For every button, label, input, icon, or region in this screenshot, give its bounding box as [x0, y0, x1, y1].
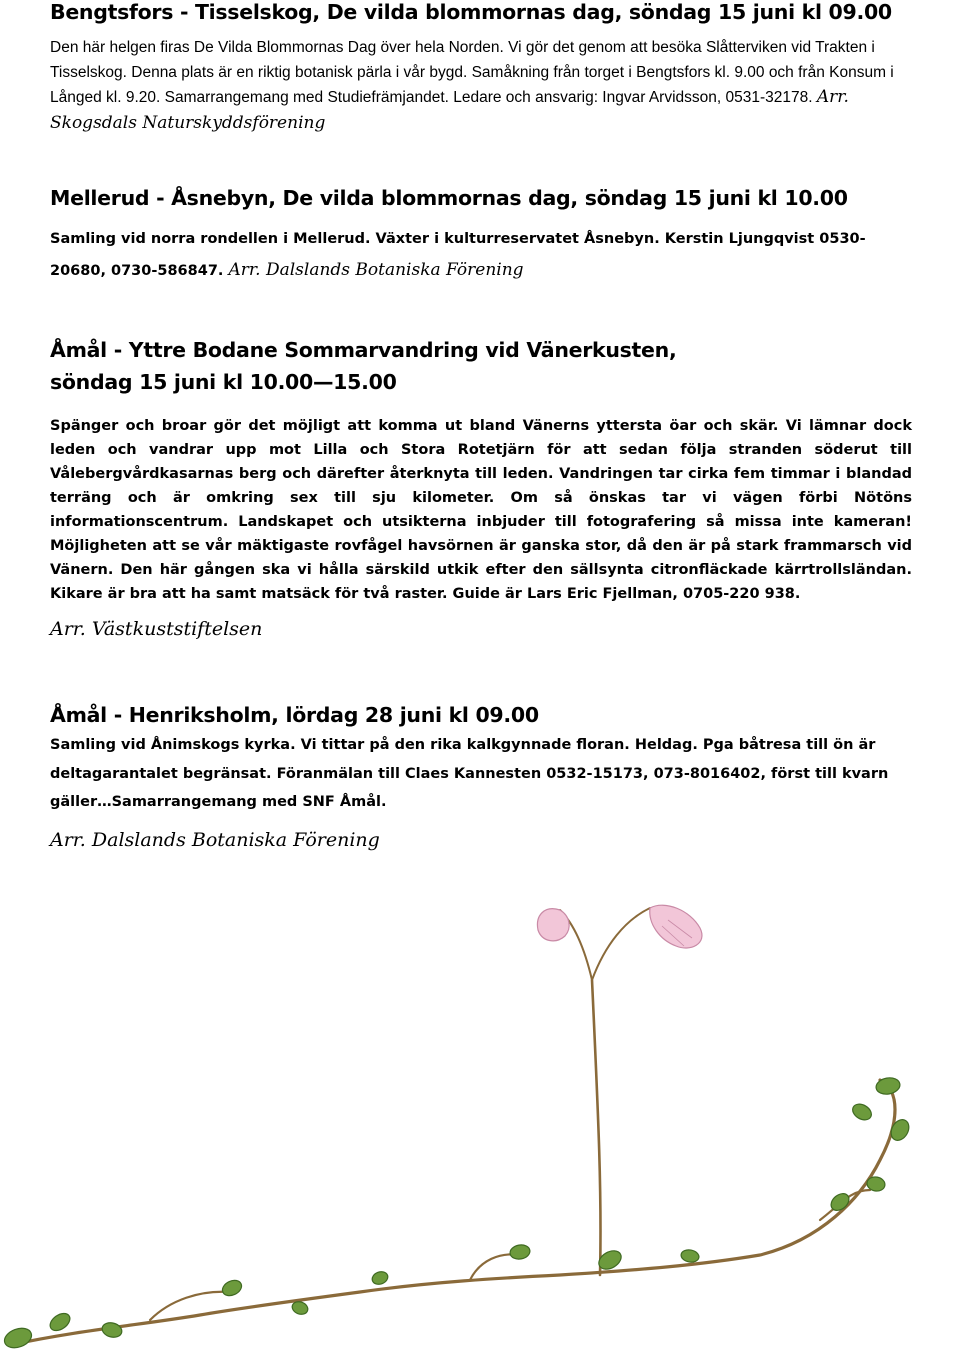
flower-icon	[650, 905, 702, 948]
event-organizer: Arr. Dalslands Botaniska Förening	[228, 260, 524, 280]
leaf-icon	[370, 1270, 389, 1287]
event-description: Samling vid Ånimskogs kyrka. Vi tittar på den rika kalkgynnade floran. Heldag. Pga båtresa till ön är deltagarantalet begränsat. Föranmälan till Claes Kannesten 0532-15173, 073-8016402, först till kvarn gäller…Samarrangemang med SNF Åmål.	[50, 737, 889, 810]
twinflower-illustration	[0, 860, 960, 1361]
event-heading: Mellerud - Åsnebyn, De vilda blommornas dag, söndag 15 juni kl 10.00	[50, 186, 848, 210]
event-organizer: Arr. Västkuststiftelsen	[50, 618, 263, 640]
leaf-icon	[509, 1243, 531, 1260]
pedicel-right	[592, 908, 650, 980]
leaf-icon	[850, 1101, 874, 1123]
event-organizer: Arr. Dalslands Botaniska Förening	[50, 829, 380, 851]
event-heading: Åmål - Henriksholm, lördag 28 juni kl 09.00	[50, 703, 539, 727]
event-heading-line2: söndag 15 juni kl 10.00—15.00	[50, 370, 397, 394]
event-amal-henriksholm	[50, 703, 920, 851]
event-heading-line1: Åmål - Yttre Bodane Sommarvandring vid Vänerkusten,	[50, 338, 677, 362]
flower-stalk	[592, 980, 601, 1275]
event-organizer: Arr. Skogsdals Naturskyddsförening	[50, 87, 849, 133]
leaf-icon	[47, 1310, 73, 1334]
event-description: Samling vid norra rondellen i Mellerud. Växter i kulturreservatet Åsnebyn. Kerstin Ljungqvist 0530-20680, 0730-586847. Arr. Dalslands Botaniska Förening	[50, 231, 866, 280]
leaf-icon	[2, 1325, 34, 1351]
leaf-icon	[888, 1116, 913, 1143]
event-description: Den här helgen firas De Vilda Blommornas Dag över hela Norden. Vi gör det genom att besöka Slåtterviken vid Trakten i Tisselskog. Denna plats är en riktig botanisk pärla i vår bygd. Samåkning från torget i Bengtsfors kl. 9.00 och från Konsum i Långed kl. 9.20. Samarrangemang med Studiefrämjandet. Ledare och ansvarig: Ingvar Arvidsson, 0531-32178. Arr. Skogsdals Naturskyddsförening	[50, 39, 894, 133]
event-amal-yttre-bodane	[50, 338, 920, 640]
event-mellerud	[50, 186, 920, 280]
event-heading: Bengtsfors - Tisselskog, De vilda blommornas dag, söndag 15 juni kl 09.00	[50, 0, 892, 24]
main-stem	[10, 1080, 895, 1345]
flower-icon	[537, 909, 569, 941]
leaf-icon	[101, 1321, 124, 1340]
event-description: Spänger och broar gör det möjligt att komma ut bland Vänerns yttersta öar och skär. Vi lämnar dock leden och vandrar upp mot Lilla och Stora Rotetjärn för att sedan följa stranden söderut till Vålebergvårdkasarnas berg och därefter återknyta till leden. Vandringen tar cirka fem timmar i blandad terräng och är omkring sex till sju kilometer. Om så önskas tar vi vägen förbi Nötöns informationscentrum. Landskapet och utsikterna inbjuder till fotografering så missa inte kameran! Möjligheten att se vår mäktigaste rovfågel havsörnen är ganska stor, då den är på stark frammarsch vid Vänern. Den här gången ska vi hålla särskild utkik efter den sällsynta citronfläckade kärrtrollsländan. Kikare är bra att ha samt matsäck för två raster. Guide är Lars Eric Fjellman, 0705-220 938.	[50, 418, 912, 602]
leaf-icon	[220, 1277, 244, 1298]
leaf-icon	[680, 1249, 700, 1264]
